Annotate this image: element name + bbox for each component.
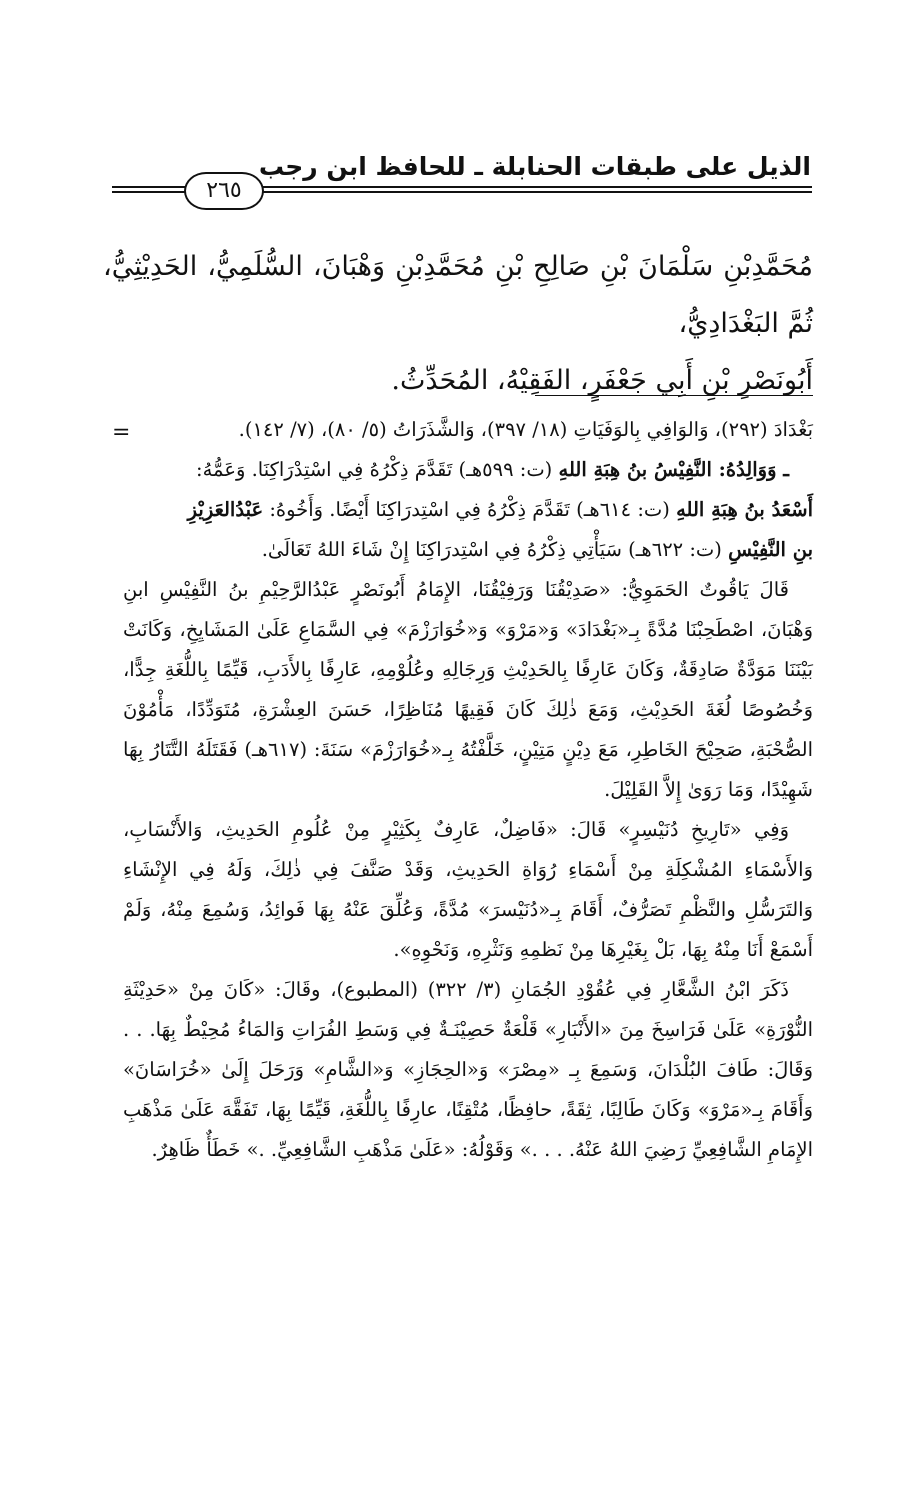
footnote-para-2-rest: (ت: ٥٩٩هـ) تَقَدَّمَ ذِكْرُهُ فِي اسْتِدْرَاكِنَا. وَعَمُّهُ: [196,458,553,481]
footnote-para-7: ذَكَرَ ابْنُ الشَّعَّارِ فِي عُقُوْدِ الجُمَانِ (٣/ ٣٢٢) (المطبوع)، وقَالَ: «كَانَ مِنْ «حَدِيْثَةِ النُّوْرَةِ» عَلَىٰ فَرَاسِخَ مِنَ «الأَنْبَارِ» قَلْعَةٌ حَصِيْنَـةٌ فِي وَسَطِ الفُرَاتِ وَالمَاءُ مُحِيْطٌ بِهَا. . . وَقَالَ: طَافَ البُلْدَانَ، وَسَمِعَ بِـ «مِصْرَ» وَ«الحِجَازِ» وَ«الشَّامِ» وَرَحَلَ إِلَىٰ «خُرَاسَانَ» وَأَقَامَ بِـ«مَرْوَ» وَكَانَ طَالِبًا، ثِقَةً، حافِظًا، مُتْقِنًا، عارِفًا بِاللُّغَةِ، قَيِّمًا بِهَا، تَفَقَّهَ عَلَىٰ مَذْهَبِ الإِمَامِ الشَّافِعِيِّ رَضِيَ اللهُ عَنْهُ. . . .» وَقَوْلُهُ: «عَلَىٰ مَذْهَبِ الشَّافِعِيِّ. .» خَطَأٌ ظَاهِرٌ. [123,978,813,1161]
footnote-para-5: قَالَ يَاقُوتٌ الحَمَوِيُّ: «صَدِيْقُنَا وَرَفِيْقُنَا، الإِمَامُ أَبُونَصْرٍ عَبْدُالرَّحِيْمِ بنُ النَّفِيْسِ ابنِ وَهْبَانَ، اصْطَحِبْنَا مُدَّةً بِـ«بَغْدَادَ» وَ«مَرْوَ» وَ«خُوَارَزْمَ» فِي السَّمَاعِ عَلَىٰ المَشَايِخِ، وَكَانَتْ بَيْنَنَا مَوَدَّةٌ صَادِقَةٌ، وَكَانَ عَارِفًا بِالحَدِيْثِ وَرِجَالِهِ وعُلُوْمِهِ، عَارِفًا بِالأَدَبِ، قَيِّمًا بِاللُّغَةِ جِدًّا، وَخُصُوصًا لُغَةَ الحَدِيْثِ، وَمَعَ ذٰلِكَ كَانَ فَقِيهًا مُنَاظِرًا، حَسَنَ العِشْرَةِ، مُتَوَدِّدًا، مَأْمُوْنَ الصُّحْبَةِ، صَحِيْحَ الخَاطِرِ، مَعَ دِيْنٍ مَتِيْنٍ، خَلَّفْتُهُ بِـ«خُوَارَزْمَ» سَنَةَ: (٦١٧هـ) فَقَتَلَهُ التَّتَارُ بِهَا شَهِيْدًا، وَمَا رَوَىٰ إِلاَّ القَلِيْلَ. [123,578,813,801]
footnote-block [123,410,813,1170]
main-line-2: أَبُونَصْرِ بْنِ أَبِي جَعْفَرٍ، الفَقِيْهُ، المُحَدِّثُ. [391,365,813,396]
footnote-para-4-rest: (ت: ٦٢٢هـ) سَيَأْتِي ذِكْرُهُ فِي اسْتِدرَاكِنَا إِنْ شَاءَ اللهُ تَعَالَىٰ. [261,538,722,561]
footnote-para-3-mid: (ت: ٦١٤هـ) تَقَدَّمَ ذِكْرُهُ فِي اسْتِدرَاكِنَا أَيْضًا. وَأَخُوهُ: [269,498,670,521]
page-number: ٢٦٥ [184,172,264,210]
footnote-para-4 [123,530,813,570]
footnote-para-1: بَغْدَادَ (٢٩٢)، وَالوَافِي بِالوَفَيَاتِ (١٨/ ٣٩٧)، وَالشَّذَرَاتُ (٥/ ٨٠)، (٧/ ١٤٢). [238,418,813,441]
footnote-para-3 [123,490,813,530]
footnote-name-father: ـ وَوَالِدُهُ: النَّفِيْسُ بنُ هِبَةِ اللهِ [558,458,789,481]
footnote-separator [535,395,813,396]
running-title: الذيل على طبقات الحنابلة ـ للحافظ ابن رجب [258,152,811,181]
footnote-para-6: وَفِي «تَارِيخِ دُنَيْسِرٍ» قَالَ: «فَاضِلٌ، عَارِفٌ بِكَثِيْرٍ مِنْ عُلُومِ الحَدِيثِ، وَالأَنْسَابِ، وَالأَسْمَاءِ المُشْكِلَةِ مِنْ أَسْمَاءِ رُوَاةِ الحَدِيثِ، وَقَدْ صَنَّفَ فِي ذٰلِكَ، وَلَهُ فِي الإِنْشَاءِ وَالتَرَسُّلِ والنَّظْمِ تَصَرُّفٌ، أَقَامَ بِـ«دُنَيْسرَ» مُدَّةً، وَعُلِّقَ عَنْهُ بِهَا فَوائِدُ، وَسُمِعَ مِنْهُ، وَلَمْ أَسْمَعْ أَنَا مِنْهُ بِهَا، بَلْ بِغَيْرِهَا مِنْ نَظمِهِ وَنَثْرِهِ، وَنَحْوِهِ». [123,818,813,961]
footnote-name-uncle: أَسْعَدُ بنُ هِبَةِ اللهِ [676,498,813,521]
footnote-name-brother-cont: بنِ النَّفِيْسِ [728,538,813,561]
continuation-mark: = [112,420,131,445]
footnote-para-2 [123,450,813,490]
footnote-name-brother: عَبْدُالعَزِيْزِ [187,498,264,521]
main-text [103,238,813,409]
main-line-1: مُحَمَّدِبْنِ سَلْمَانَ بْنِ صَالِحِ بْنِ مُحَمَّدِبْنِ وَهْبَانَ، السُّلَمِيُّ، الحَدِيْثِيُّ، ثُمَّ البَغْدَادِيُّ، [103,251,813,339]
